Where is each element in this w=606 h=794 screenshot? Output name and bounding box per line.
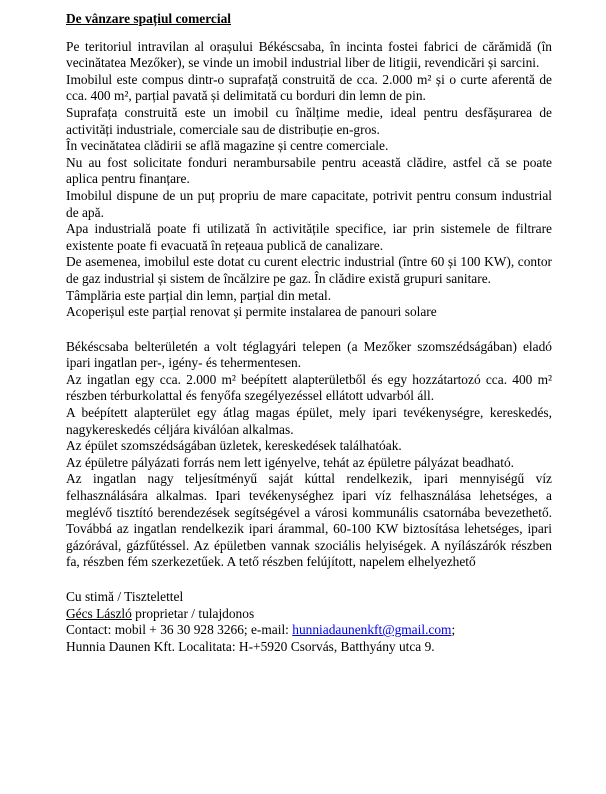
signature-block (66, 589, 552, 655)
hu-paragraph: Az ingatlan nagy teljesítményű saját kúttal rendelkezik, ipari mennyiségű víz felhasználására alkalmas. Ipari tevékenységhez ipari víz felhasználása lehetséges, a meglévő tisztító berendezések segítségével a városi kommunális csatornába bevezethető. Továbbá az ingatlan rendelkezik ipari árammal, 60-100 KW biztosítása lehetséges, ipari gázórával, gázfűtéssel. Az épületben vannak szociális helyiségek. A nyílászárók részben fa, részben fém szerkezetűek. A tető részben felújított, napelem elhelyezhető (66, 471, 552, 570)
ro-paragraph: Apa industrială poate fi utilizată în activitățile specifice, iar prin sistemele de filtrare existente poate fi evacuată în rețeaua publică de canalizare. (66, 221, 552, 253)
hu-paragraph: Az épület szomszédságában üzletek, kereskedések találhatóak. (66, 438, 402, 454)
ro-paragraph: Suprafața construită este un imobil cu înălțime medie, ideal pentru desfășurarea de activități industriale, comerciale sau de distribuție en-gros. (66, 104, 552, 137)
signer-line (66, 606, 552, 623)
company-address: Hunnia Daunen Kft. Localitata: H-+5920 Csorvás, Batthyány utca 9. (66, 638, 435, 654)
hu-paragraph: Az ingatlan egy cca. 2.000 m² beépített alapterületből és egy hozzátartozó cca. 400 m² részben térburkolattal és fenyőfa szegélyezéssel ellátott udvarból áll. (66, 371, 552, 404)
ro-paragraph: Acoperișul este parțial renovat și permite instalarea de panouri solare (66, 304, 437, 320)
ro-paragraph: Nu au fost solicitate fonduri nerambursabile pentru această clădire, astfel că se poate aplica pentru finanțare. (66, 154, 552, 187)
ro-paragraph: Pe teritoriul intravilan al orașului Békéscsaba, în incinta fostei fabrici de cărămidă (în vecinătatea Mezőker), se vinde un imobil industrial liber de litigii, revendicări și sarcini. (66, 38, 552, 71)
ro-paragraph: Imobilul dispune de un puț propriu de mare capacitate, potrivit pentru consum industrial de apă. (66, 187, 552, 220)
ro-paragraph: Tâmplăria este parțial din lemn, parțial din metal. (66, 287, 332, 303)
document-title: De vânzare spațiul comercial (66, 11, 231, 26)
ro-paragraph: În vecinătatea clădirii se află magazine și centre comerciale. (66, 138, 389, 154)
contact-prefix: Contact: mobil + 36 30 928 3266; e-mail: (66, 622, 293, 638)
romanian-section (66, 39, 552, 321)
email-link[interactable]: hunniadaunenkft@gmail.com (292, 622, 452, 638)
hu-paragraph: Békéscsaba belterületén a volt téglagyári telepen (a Mezőker szomszédságában) eladó ipari ingatlan per-, igény- és tehermentesen. (66, 338, 552, 371)
ro-paragraph: Imobilul este compus dintr-o suprafață construită de cca. 2.000 m² și o curte aferentă de cca. 400 m², parțial pavată și delimitată cu borduri din lemn de pin. (66, 71, 552, 104)
contact-suffix: ; (451, 622, 456, 638)
section-spacer (66, 571, 552, 589)
greeting: Cu stimă / Tisztelettel (66, 589, 184, 604)
signer-role: proprietar / tulajdonos (131, 605, 255, 621)
signer-name: Gécs László (66, 605, 132, 621)
hu-paragraph: A beépített alapterület egy átlag magas épület, mely ipari tevékenységre, kereskedés, nagykereskedés céljára kiválóan alkalmas. (66, 405, 552, 437)
contact-line (66, 622, 552, 639)
document-page (66, 11, 552, 655)
section-spacer (66, 321, 552, 339)
hungarian-section (66, 339, 552, 571)
ro-paragraph: De asemenea, imobilul este dotat cu curent electric industrial (între 60 și 100 KW), contor de gaz industrial și sistem de încălzire pe gaz. În clădire există grupuri sanitare. (66, 254, 552, 286)
hu-paragraph: Az épületre pályázati forrás nem lett igényelve, tehát az épületre pályázat beadható. (66, 454, 514, 470)
